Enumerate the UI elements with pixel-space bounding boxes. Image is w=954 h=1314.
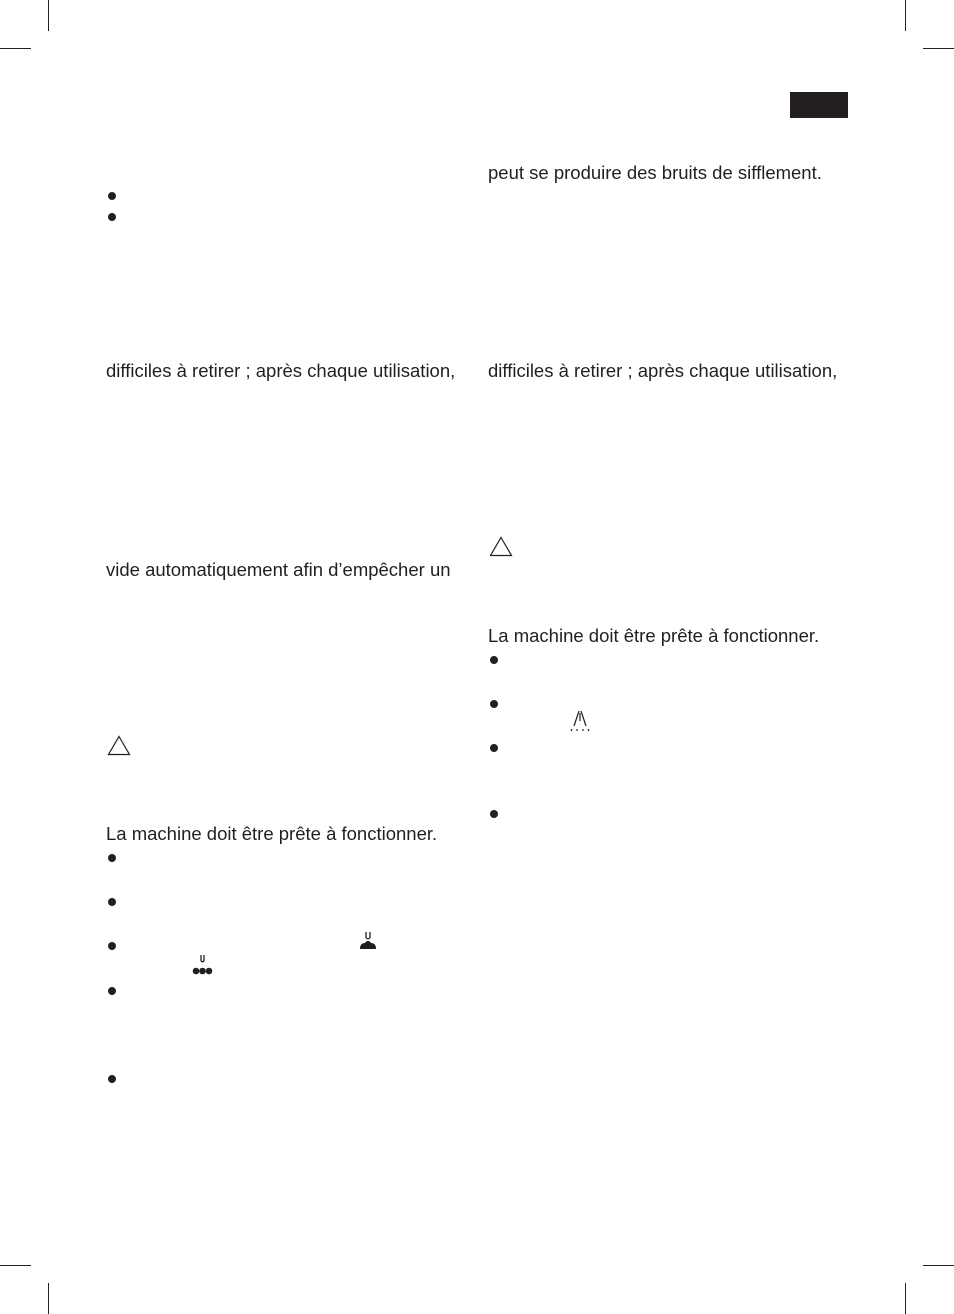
right-text-line: peut se produire des bruits de sifflement. xyxy=(488,162,822,183)
crop-mark-top-right-h xyxy=(923,48,954,49)
bullet xyxy=(108,213,116,221)
bullet xyxy=(490,744,498,752)
bullet xyxy=(108,192,116,200)
crop-mark-bottom-left-v xyxy=(48,1283,49,1314)
prerequisite-text: La machine doit être prête à fonctionner. xyxy=(106,823,438,844)
crop-mark-top-right-v xyxy=(905,0,906,31)
bullet xyxy=(108,898,116,906)
left-text-line: vide automatiquement afin d’empêcher un xyxy=(106,559,451,580)
steam-single-cup-icon xyxy=(357,930,379,952)
bullet xyxy=(108,942,116,950)
crop-mark-bottom-right-h xyxy=(923,1265,954,1266)
crop-mark-top-left-h xyxy=(0,48,31,49)
language-tab-marker xyxy=(790,92,848,118)
warning-triangle-icon xyxy=(489,536,513,557)
steam-wand-icon xyxy=(569,709,591,733)
right-text-line: difficiles à retirer ; après chaque utilisation, xyxy=(488,360,838,381)
crop-mark-bottom-right-v xyxy=(905,1283,906,1314)
crop-mark-top-left-v xyxy=(48,0,49,31)
warning-triangle-icon xyxy=(107,735,131,756)
bullet xyxy=(108,1075,116,1083)
crop-mark-bottom-left-h xyxy=(0,1265,31,1266)
bullet xyxy=(490,700,498,708)
prerequisite-text: La machine doit être prête à fonctionner. xyxy=(488,625,820,646)
left-text-line: difficiles à retirer ; après chaque utilisation, xyxy=(106,360,456,381)
bullet xyxy=(108,987,116,995)
bullet xyxy=(490,656,498,664)
bullet xyxy=(490,810,498,818)
steam-double-cup-icon xyxy=(191,953,215,975)
bullet xyxy=(108,854,116,862)
